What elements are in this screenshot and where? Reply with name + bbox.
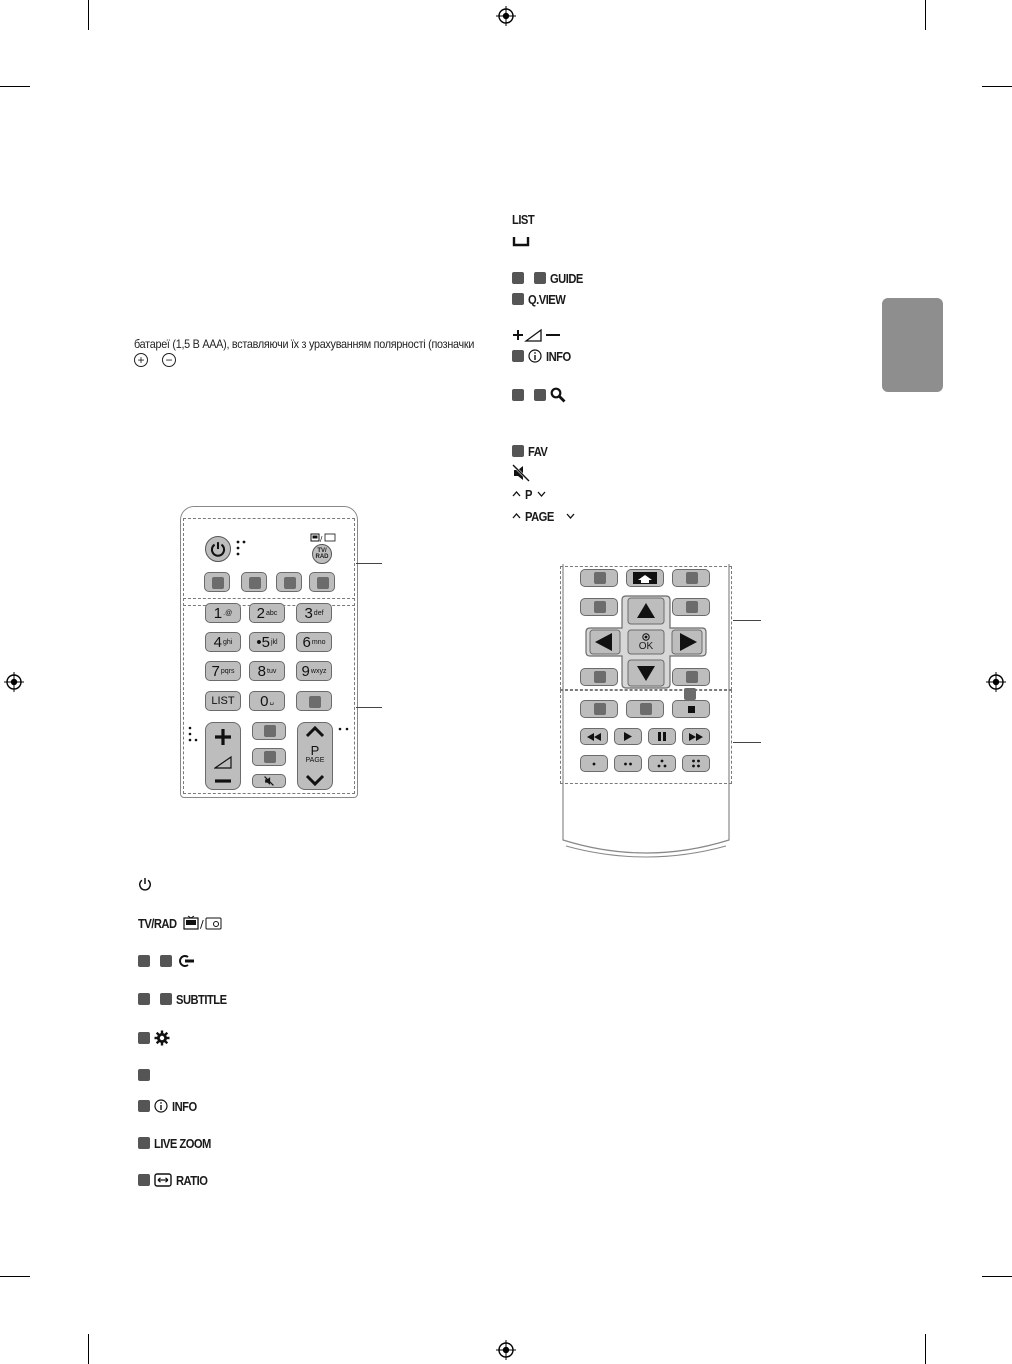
key-square-icon [284, 577, 296, 589]
guide-label: GUIDE [550, 270, 583, 286]
power-icon [138, 877, 152, 891]
svg-text:/: / [320, 535, 323, 542]
language-tab [882, 298, 943, 392]
legend-ratio [138, 1172, 212, 1188]
battery-instruction-text: батареї (1,5 В AAA), вставляючи їх з урахуванням полярності (позначки [134, 337, 475, 351]
color-key[interactable] [204, 572, 230, 592]
power-icon [210, 541, 226, 557]
remote-top-illustration [180, 506, 358, 798]
space-icon [512, 235, 530, 247]
color-key[interactable] [276, 572, 302, 592]
legend-audio [138, 953, 196, 969]
minus-circle-icon: − [162, 353, 176, 367]
function-key[interactable] [626, 700, 664, 718]
tvrad-button[interactable] [312, 544, 332, 564]
legend-info-left [138, 1098, 201, 1114]
button-square-icon [138, 1174, 150, 1186]
number-key-0[interactable]: 0 ␣ [249, 691, 285, 711]
legend-space [512, 233, 530, 249]
mute-key[interactable] [252, 774, 286, 788]
registration-mark-icon [4, 672, 24, 692]
tvrad-label: TV/RAD [138, 915, 177, 931]
svg-text:/: / [199, 918, 204, 931]
color-key[interactable] [241, 572, 267, 592]
button-square-icon [138, 1137, 150, 1149]
legend-page [512, 508, 575, 524]
dashed-region-top [183, 518, 355, 606]
legend-search [512, 387, 566, 403]
dot-key-2[interactable] [614, 755, 642, 772]
crop-mark [0, 1276, 30, 1277]
one-dot-icon [589, 760, 599, 768]
legend-livezoom [138, 1135, 220, 1151]
registration-mark-icon [986, 672, 1006, 692]
program-label: P [525, 486, 532, 502]
fav-label: FAV [528, 443, 548, 459]
crop-mark [982, 1276, 1012, 1277]
home-key[interactable] [626, 569, 664, 587]
fast-forward-key[interactable] [682, 728, 710, 745]
registration-mark-icon [496, 1340, 516, 1360]
number-key-5[interactable]: •5 jkl [249, 632, 285, 652]
ok-key-label: OK [638, 641, 654, 652]
plus-circle-icon: + [134, 353, 148, 367]
legend-blank [138, 1067, 150, 1083]
button-square-icon [160, 993, 172, 1005]
legend-subtitle [138, 991, 235, 1007]
braille-dots-icon [338, 726, 350, 732]
registration-mark-icon [496, 6, 516, 26]
button-square-icon [512, 445, 524, 457]
key-square-icon [594, 671, 606, 683]
button-square-icon [512, 350, 524, 362]
info-label: INFO [172, 1098, 197, 1114]
key-square-icon [264, 725, 276, 737]
power-button[interactable] [205, 536, 231, 562]
info-icon [528, 349, 542, 363]
list-key[interactable]: LIST [205, 691, 241, 711]
leader-line [356, 707, 382, 708]
button-square-icon [512, 272, 524, 284]
legend-list [512, 211, 538, 227]
button-square-icon [138, 1069, 150, 1081]
chevron-up-icon [512, 512, 521, 520]
ratio-icon [154, 1173, 172, 1187]
legend-settings [138, 1030, 170, 1046]
dot-key-4[interactable] [682, 755, 710, 772]
crop-mark [88, 0, 89, 30]
number-key-3[interactable]: 3 def [296, 603, 332, 623]
leader-line [733, 620, 761, 621]
two-dots-icon [623, 760, 633, 768]
legend-volume [512, 327, 562, 343]
stop-key[interactable] [672, 700, 710, 718]
livezoom-label: LIVE ZOOM [154, 1135, 211, 1151]
dot-key-3[interactable] [648, 755, 676, 772]
key-square-icon [640, 703, 652, 715]
button-square-icon [534, 272, 546, 284]
blank-key[interactable] [296, 691, 332, 711]
three-dots-icon [657, 759, 667, 768]
number-key-4[interactable]: 4 ghi [205, 632, 241, 652]
number-key-9[interactable]: 9 wxyz [296, 661, 332, 681]
qview-label: Q.VIEW [528, 291, 566, 307]
key-square-icon [594, 703, 606, 715]
dot-key-1[interactable] [580, 755, 608, 772]
program-page-rocker[interactable] [297, 722, 333, 790]
polarity-symbols [134, 353, 176, 367]
home-icon [632, 571, 658, 585]
play-icon [624, 732, 632, 741]
remote-bottom-illustration [558, 564, 734, 862]
volume-up-icon [213, 727, 233, 747]
function-key[interactable] [580, 700, 618, 718]
list-label: LIST [512, 211, 535, 227]
button-square-icon [512, 389, 524, 401]
legend-program [512, 486, 546, 502]
number-key-8[interactable]: 8 tuv [249, 661, 285, 681]
nav-key-top-left[interactable] [580, 569, 618, 587]
number-key-2[interactable]: 2 abc [249, 603, 285, 623]
key-square-icon [594, 572, 606, 584]
volume-plus-minus-icon [512, 327, 562, 343]
chevron-down-icon [305, 774, 325, 786]
volume-down-icon [213, 777, 233, 785]
number-key-6[interactable]: 6 mno [296, 632, 332, 652]
search-icon [550, 387, 566, 403]
mute-icon [512, 464, 530, 482]
crop-mark [925, 1334, 926, 1364]
subtitle-label: SUBTITLE [176, 991, 227, 1007]
key-square-icon [686, 671, 698, 683]
nav-key-top-right[interactable] [672, 569, 710, 587]
button-square-icon [534, 389, 546, 401]
number-key-7[interactable]: 7 pqrs [205, 661, 241, 681]
crop-mark [982, 86, 1012, 87]
key-square-icon [309, 696, 321, 708]
number-key-1[interactable]: 1 .@ [205, 603, 241, 623]
four-dots-icon [691, 759, 701, 768]
tv-radio-icon [183, 915, 223, 931]
crop-mark [925, 0, 926, 30]
key-square-icon [684, 688, 696, 700]
legend-mute [512, 465, 530, 481]
info-icon [154, 1099, 168, 1113]
chevron-down-icon [566, 512, 575, 520]
pause-icon [658, 732, 666, 741]
middle-key[interactable] [252, 722, 286, 740]
audio-description-icon [176, 954, 196, 968]
legend-tvrad [138, 915, 223, 931]
chevron-down-icon [537, 490, 546, 498]
button-square-icon [512, 293, 524, 305]
leader-line [733, 742, 761, 743]
braille-dots-icon [188, 726, 198, 744]
key-square-icon [249, 577, 261, 589]
ratio-label: RATIO [176, 1172, 208, 1188]
braille-dots-icon [236, 540, 246, 558]
rewind-key[interactable] [580, 728, 608, 745]
legend-qview [512, 291, 571, 307]
pause-key[interactable] [648, 728, 676, 745]
button-square-icon [160, 955, 172, 967]
leader-line [356, 563, 382, 564]
volume-rocker[interactable] [205, 722, 241, 790]
volume-icon [214, 755, 232, 769]
fast-forward-icon [689, 733, 703, 741]
program-page-label: P PAGE [305, 743, 325, 764]
key-square-icon [686, 572, 698, 584]
chevron-up-icon [512, 490, 521, 498]
crop-mark [88, 1334, 89, 1364]
legend-power [138, 876, 152, 892]
gear-icon [154, 1030, 170, 1046]
tv-radio-icon [310, 533, 336, 542]
button-square-icon [138, 955, 150, 967]
legend-guide [512, 270, 588, 286]
chevron-up-icon [305, 726, 325, 738]
rewind-icon [587, 733, 601, 741]
button-square-icon [138, 1100, 150, 1112]
button-square-icon [138, 993, 150, 1005]
play-key[interactable] [614, 728, 642, 745]
stop-icon [688, 706, 695, 713]
color-key[interactable] [309, 572, 335, 592]
key-square-icon [212, 577, 224, 589]
nav-key-bottom-left[interactable] [580, 668, 618, 686]
tvrad-key-label: TV/ RAD [315, 548, 329, 560]
mute-icon [264, 776, 274, 786]
legend-fav [512, 443, 551, 459]
nav-key-bottom-right[interactable] [672, 668, 710, 686]
info-label: INFO [546, 348, 571, 364]
button-square-icon [138, 1032, 150, 1044]
middle-key[interactable] [252, 748, 286, 766]
page-label: PAGE [525, 508, 554, 524]
legend-info [512, 348, 575, 364]
key-square-icon [317, 577, 329, 589]
key-square-icon [264, 751, 276, 763]
crop-mark [0, 86, 30, 87]
